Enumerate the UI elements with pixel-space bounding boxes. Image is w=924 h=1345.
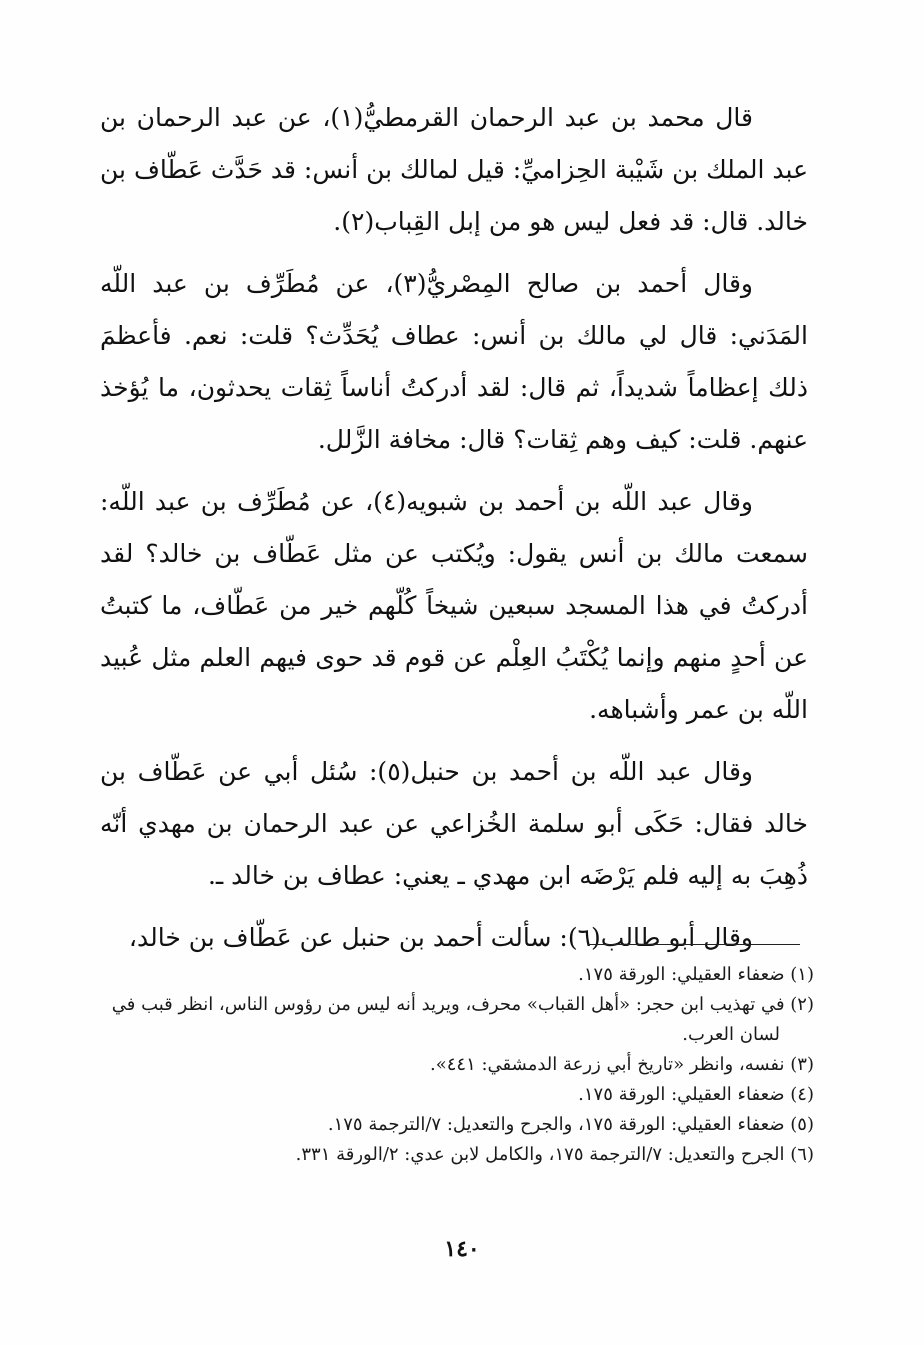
body-text [100, 92, 808, 974]
footnote-divider [588, 944, 800, 945]
paragraph-4: وقال عبد اللّه بن أحمد بن حنبل(٥): سُئل أبي عن عَطّاف بن خالد فقال: حَكَى أبو سلمة الخُزاعي عن عبد الرحمان بن مهدي أنّه ذُهِبَ به إليه فلم يَرْضَه ابن مهدي ـ يعني: عطاف بن خالد ـ. [100, 757, 808, 890]
footnote-2: (٢) في تهذيب ابن حجر: «أهل القباب» محرف، ويريد أنه ليس من رؤوس الناس، انظر قبب في لسان العرب. [111, 994, 814, 1045]
footnote-4: (٤) ضعفاء العقيلي: الورقة ١٧٥. [578, 1084, 814, 1105]
footnotes [100, 960, 814, 1170]
paragraph-1: قال محمد بن عبد الرحمان القرمطيُّ(١)، عن عبد الرحمان بن عبد الملك بن شَيْبة الحِزاميِّ: قيل لمالك بن أنس: قد حَدَّث عَطّاف بن خالد. قال: قد فعل ليس هو من إبل القِباب(٢). [100, 103, 808, 236]
paragraph-2: وقال أحمد بن صالح المِصْريُّ(٣)، عن مُطَرِّف بن عبد اللّه المَدَني: قال لي مالك بن أنس: عطاف يُحَدِّث؟ قلت: نعم. فأعظمَ ذلك إعظاماً شديداً، ثم قال: لقد أدركتُ أناساً ثِقات يحدثون، ما يُؤخذ عنهم. قلت: كيف وهم ثِقات؟ قال: مخافة الزَّلل. [100, 269, 808, 454]
footnote-3: (٣) نفسه، وانظر «تاريخ أبي زرعة الدمشقي: ٤٤١». [430, 1054, 814, 1075]
page-number: ١٤٠ [444, 1236, 480, 1262]
footnote-5: (٥) ضعفاء العقيلي: الورقة ١٧٥، والجرح والتعديل: ٧/الترجمة ١٧٥. [327, 1114, 814, 1135]
paragraph-5: وقال أبو طالب(٦): سألت أحمد بن حنبل عن عَطّاف بن خالد، [128, 923, 753, 952]
footnote-1: (١) ضعفاء العقيلي: الورقة ١٧٥. [578, 964, 814, 985]
paragraph-3: وقال عبد اللّه بن أحمد بن شبويه(٤)، عن مُطَرِّف بن عبد اللّه: سمعت مالك بن أنس يقول: ويُكتب عن مثل عَطّاف بن خالد؟ لقد أدركتُ في هذا المسجد سبعين شيخاً كُلّهم خير من عَطّاف، ما كتبتُ عن أحدٍ منهم وإنما يُكْتَبُ العِلْم عن قوم قد حوى فيهم العلم مثل عُبيد اللّه بن عمر وأشباهه. [100, 487, 808, 724]
footnote-6: (٦) الجرح والتعديل: ٧/الترجمة ١٧٥، والكامل لابن عدي: ٢/الورقة ٣٣١. [295, 1144, 814, 1165]
